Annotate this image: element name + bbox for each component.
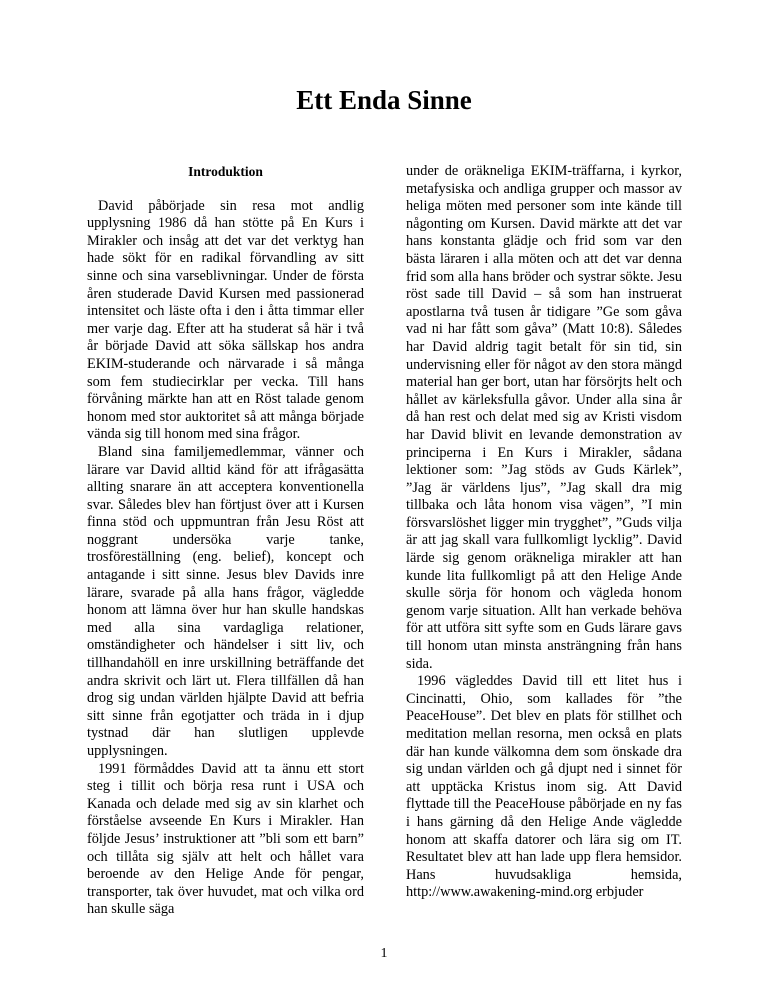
left-column: [87, 163, 364, 919]
paragraph: under de oräkneliga EKIM-träffarna, i kyrkor, metafysiska och andliga grupper och massor av heliga möten med personer som inte kände till någonting om Kursen. David märkte att det var hans konstanta glädje och frid som var den bästa läraren i alla möten och att det var denna frid som alla hans bröder och systrar sökte. Jesu röst sade till David – så som han instruerat apostlarna två tusen år tidigare ”Ge som gåva vad ni har fått som gåva” (Matt 10:8). Således har David aldrig tagit betalt för sin tid, sin undervisning eller för något av den stora mängd material han ger bort, utan har försörjts helt och hållet av kärleksfulla gåvor. Under alla sina år då han rest och delat med sig av Kristi visdom har David blivit en levande demonstration av principerna i En Kurs i Mirakler, sådana lektioner som: ”Jag stöds av Guds Kärlek”, ”Jag är världens ljus”, ”Jag skall dra mig tillbaka och låta honom visa vägen”, ”I min försvarslöshet ligger min trygghet”, ”Guds vilja är att jag skall vara fullkomligt lycklig”. David lärde sig genom oräkneliga mirakler att han kunde lita fullkomligt på att den Helige Ande skulle sörja för honom och vägleda honom genom varje situation. Allt han verkade behöva för att utföra sitt syfte som en Guds lärare gavs till honom utan minsta ansträngning från hans sida.: [406, 163, 682, 672]
section-heading: Introduktion: [188, 164, 263, 179]
page-number: 1: [380, 946, 388, 961]
document-title: Ett Enda Sinne: [296, 85, 472, 115]
paragraph: Bland sina familjemedlemmar, vänner och lärare var David alltid känd för att ifrågasätta allting snarare än att acceptera konventionella svar. Således blev han förtjust över att i Kursen finna stöd och uppmuntran från Jesu Röst att noggrant undersöka varje tanke, trosföreställning (eng. belief), koncept och antagande i sitt sinne. Jesus blev Davids inre lärare, svarade på alla hans frågor, vägledde honom att lämna över hur han skulle handskas med alla sina vardagliga relationer, omständigheter och händelser i sitt liv, och tillhandahöll en inre urskillning beträffande det andra skrivit och lärt ut. Flera tillfällen då han drog sig undan världen hjälpte David att befria sitt sinne från egotjatter och träda in i djup tystnad där han slutligen upplevde upplysningen.: [87, 443, 364, 759]
paragraph: David påbörjade sin resa mot andlig upplysning 1986 då han stötte på En Kurs i Mirakler och insåg att det var det verktyg han hade sökt för en radikal förvandling av sitt sinne och sina varseblivningar. Under de första åren studerade David Kursen med passionerad intensitet och läste ofta i den i åtta timmar eller mer varje dag. Efter att ha studerat så här i två år började David att söka sällskap hos andra EKIM-studerande och närvarade i så många som fem studiecirklar per vecka. Till hans förvåning märkte han att en Röst talade genom honom med stor auktoritet så att många började vända sig till honom med sina frågor.: [87, 197, 364, 443]
paragraph: 1996 vägleddes David till ett litet hus i Cincinatti, Ohio, som kallades för ”the PeaceHouse”. Det blev en plats för stillhet och meditation mellan resorna, men också en plats där han kunde välkomna dem som önskade dra sig undan världen och gå djupt ned i sinnet för att upptäcka Kristus inom sig. Att David flyttade till the PeaceHouse påbörjade en ny fas i hans gärning då den Helige Ande vägledde honom att skaffa datorer och lära sig om IT. Resultatet blev att han lade upp flera hemsidor. Hans huvudsakliga hemsida, http://www.awakening-mind.org erbjuder: [406, 673, 682, 901]
paragraph: 1991 förmåddes David att ta ännu ett stort steg i tillit och börja resa runt i USA och Kanada och delade med sig av sin klarhet och förståelse avseende En Kurs i Mirakler. Han följde Jesus’ instruktioner att ”bli som ett barn” och tillåta sig själv att helt och hållet vara beroende av den Helige Ande för pengar, transporter, tak över huvudet, mat och vilka ord han skulle säga: [87, 760, 364, 918]
right-column: [406, 163, 682, 902]
